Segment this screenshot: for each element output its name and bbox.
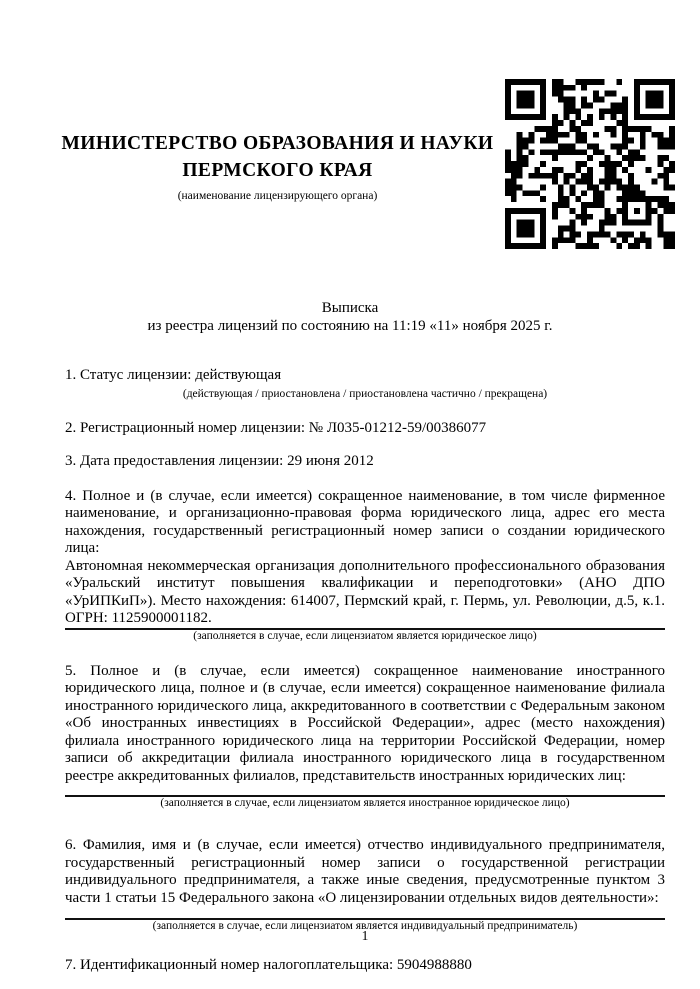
individual-entrepreneur-note: (заполняется в случае, если лицензиатом является индивидуальный предприниматель) <box>152 920 578 932</box>
authority-name-line2: ПЕРМСКОГО КРАЯ <box>182 160 373 181</box>
document-title <box>0 299 700 335</box>
document-title-line1: Выписка <box>321 300 379 316</box>
license-status-label: 1. Статус лицензии: <box>65 367 192 383</box>
qr-code-icon <box>505 79 675 249</box>
item-legal-entity <box>65 488 665 628</box>
license-status-note: (действующая / приостановлена / приостановлена частично / прекращена) <box>182 387 548 400</box>
legal-entity-note: (заполняется в случае, если лицензиатом является юридическое лицо) <box>193 629 537 642</box>
individual-entrepreneur-text: 6. Фамилия, имя и (в случае, если имеется) отчество индивидуального предпринимателя, государственный регистрационный номер записи о государственной регистрации индивидуального предпринимателя, а также иные сведения, предусмотренные пунктом 3 части 1 статьи 15 Федерального закона «О лицензировании отдельных видов деятельности»: <box>65 837 665 906</box>
item-license-grant-date <box>65 453 665 471</box>
qr-code-image <box>505 79 675 249</box>
item-foreign-entity <box>65 663 665 786</box>
registration-number-value: № Л035-01212-59/00386077 <box>308 419 487 436</box>
item-taxpayer-number <box>65 957 665 975</box>
item-individual-entrepreneur <box>65 837 665 907</box>
license-grant-date-value: 29 июня 2012 <box>287 453 374 469</box>
authority-name-line1: МИНИСТЕРСТВО ОБРАЗОВАНИЯ И НАУКИ <box>61 133 494 154</box>
page-number: 1 <box>361 928 369 943</box>
license-grant-date-label: 3. Дата предоставления лицензии: <box>65 453 284 469</box>
legal-entity-value: Автономная некоммерческая организация дополнительного профессионального образования «Уральский институт повышения квалификации и переподготовки» (АНО ДПО «УрИПКиП»). Место нахождения: 614007, Пермский край, г. Пермь, ул. Революции, д.5, к.1. ОГРН: 1125900001182. <box>65 557 665 626</box>
authority-caption: (наименование лицензирующего органа) <box>177 190 378 202</box>
taxpayer-number-value: 5904988880 <box>396 957 472 973</box>
taxpayer-number-label: 7. Идентификационный номер налогоплательщика: <box>65 957 394 973</box>
registration-number-label: 2. Регистрационный номер лицензии: <box>65 419 306 436</box>
legal-entity-text: 4. Полное и (в случае, если имеется) сокращенное наименование, в том числе фирменное наименование, и организационно-правовая форма юридического лица, адрес его места нахождения, государственный регистрационный номер записи о создании юридического лица: <box>65 487 665 556</box>
document-title-line2: из реестра лицензий по состоянию на 11:19 «11» ноября 2025 г. <box>147 318 553 334</box>
item-registration-number <box>65 420 665 438</box>
foreign-entity-blank-line <box>65 785 665 795</box>
license-status-value: действующая <box>195 367 282 383</box>
foreign-entity-note: (заполняется в случае, если лицензиатом является иностранное юридическое лицо) <box>160 797 570 809</box>
item-license-status <box>65 367 665 385</box>
document-body <box>65 367 665 975</box>
licensing-authority-header <box>55 130 500 203</box>
individual-entrepreneur-blank-line <box>65 907 665 918</box>
foreign-entity-text: 5. Полное и (в случае, если имеется) сокращенное наименование иностранного юридического лица, полное и (в случае, если имеется) сокращенное наименование филиала иностранного юридического лица, аккредитованного в соответствии с Федеральным законом «Об иностранных инвестициях в Российской Федерации», адрес (место нахождения) филиала иностранного юридического лица на территории Российской Федерации, номер записи об аккредитации филиала иностранного юридического лица в государственном реестре аккредитованных филиалов, представительств иностранных юридических лиц: <box>65 662 665 784</box>
